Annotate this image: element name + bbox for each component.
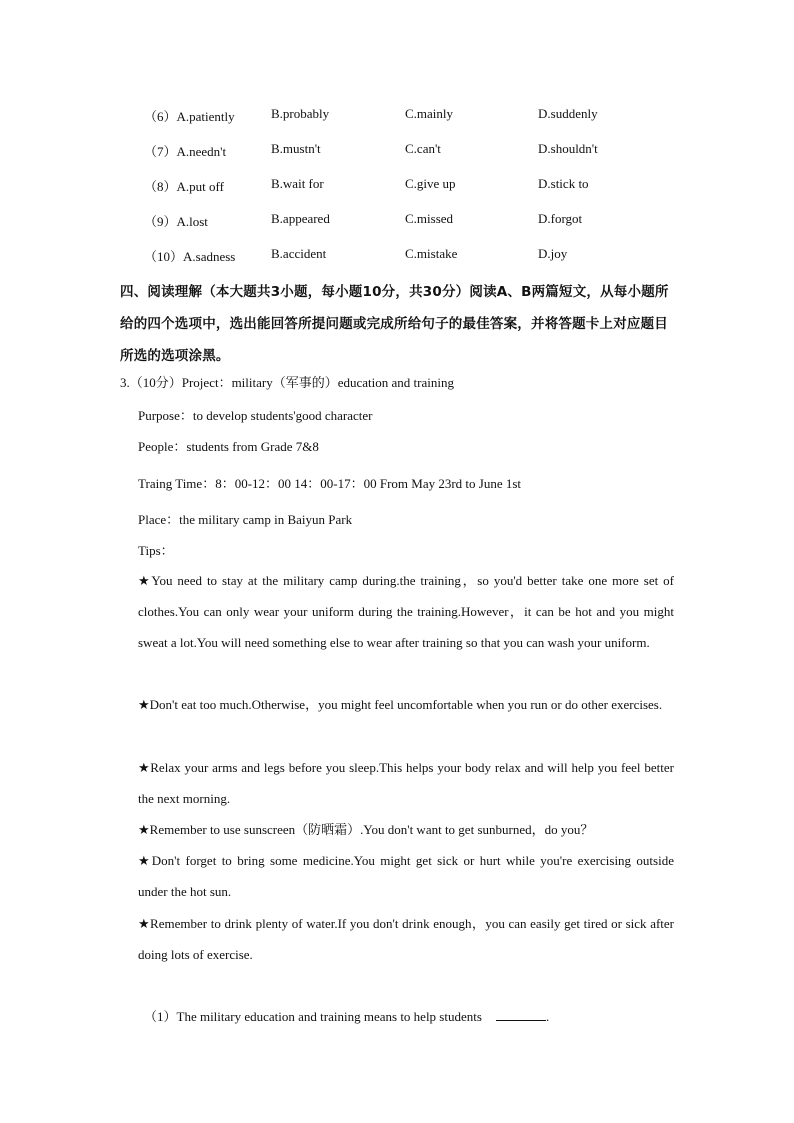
tip-water: ★Remember to drink plenty of water.If you don't drink enough，you can easily get tired or sick after doing lots of exercise.: [138, 916, 674, 962]
option-row-6: [0, 106, 794, 126]
purpose-line: Purpose：to develop students'good character: [138, 408, 373, 423]
option-row-10: [0, 246, 794, 266]
option-b: B.probably: [271, 106, 330, 121]
tip-eating: ★Don't eat too much.Otherwise，you might feel uncomfortable when you run or do other exercises.: [138, 697, 663, 712]
option-c: C.can't: [405, 141, 441, 156]
option-b: B.wait for: [271, 176, 324, 191]
people-line: People：students from Grade 7&8: [138, 439, 319, 454]
option-d: D.joy: [538, 246, 568, 261]
question-header: 3.（10分）Project：military（军事的）education and training: [120, 375, 454, 390]
tips-label: Tips：: [138, 543, 174, 558]
place-line: Place：the military camp in Baiyun Park: [138, 512, 353, 527]
option-d: D.shouldn't: [538, 141, 598, 156]
option-a: （7）A.needn't: [144, 144, 227, 159]
option-b: B.accident: [271, 246, 327, 261]
training-time-line: Traing Time：8：00-12：00 14：00-17：00 From May 23rd to June 1st: [138, 476, 522, 491]
answer-blank: [496, 1008, 546, 1021]
sub-question-text: （1）The military education and training means to help students: [144, 1009, 482, 1024]
option-a: （8）A.put off: [144, 179, 224, 194]
option-b: B.appeared: [271, 211, 330, 226]
option-a: （10）A.sadness: [144, 249, 236, 264]
option-row-8: [0, 176, 794, 196]
tip-relax: ★Relax your arms and legs before you sleep.This helps your body relax and will help you feel better the next morning.: [138, 760, 674, 806]
option-a: （6）A.patiently: [144, 109, 235, 124]
tip-sunscreen: ★Remember to use sunscreen（防晒霜）.You don't want to get sunburned，do you？: [138, 822, 594, 837]
option-d: D.stick to: [538, 176, 589, 191]
option-d: D.forgot: [538, 211, 583, 226]
option-c: C.give up: [405, 176, 456, 191]
sub-question-1: [144, 1006, 549, 1025]
tip-clothes: ★You need to stay at the military camp during.the training，so you'd better take one more set of clothes.You can only wear your uniform during the training.However，it can be hot and you might sweat a lot.You will need something else to wear after training so that you can wash your uniform.: [138, 573, 674, 650]
option-d: D.suddenly: [538, 106, 598, 121]
option-row-7: [0, 141, 794, 161]
sub-question-period: .: [545, 1009, 550, 1024]
option-row-9: [0, 211, 794, 231]
option-c: C.mistake: [405, 246, 458, 261]
tip-medicine: ★Don't forget to bring some medicine.You might get sick or hurt while you're exercising outside under the hot sun.: [138, 853, 674, 899]
option-c: C.mainly: [405, 106, 454, 121]
option-b: B.mustn't: [271, 141, 321, 156]
option-c: C.missed: [405, 211, 454, 226]
section-heading: 四、阅读理解（本大题共3小题，每小题10分，共30分）阅读A、B两篇短文，从每小题所给的四个选项中，选出能回答所提问题或完成所给句子的最佳答案，并将答题卡上对应题目所选的选项涂黑。: [120, 284, 669, 364]
option-a: （9）A.lost: [144, 214, 208, 229]
